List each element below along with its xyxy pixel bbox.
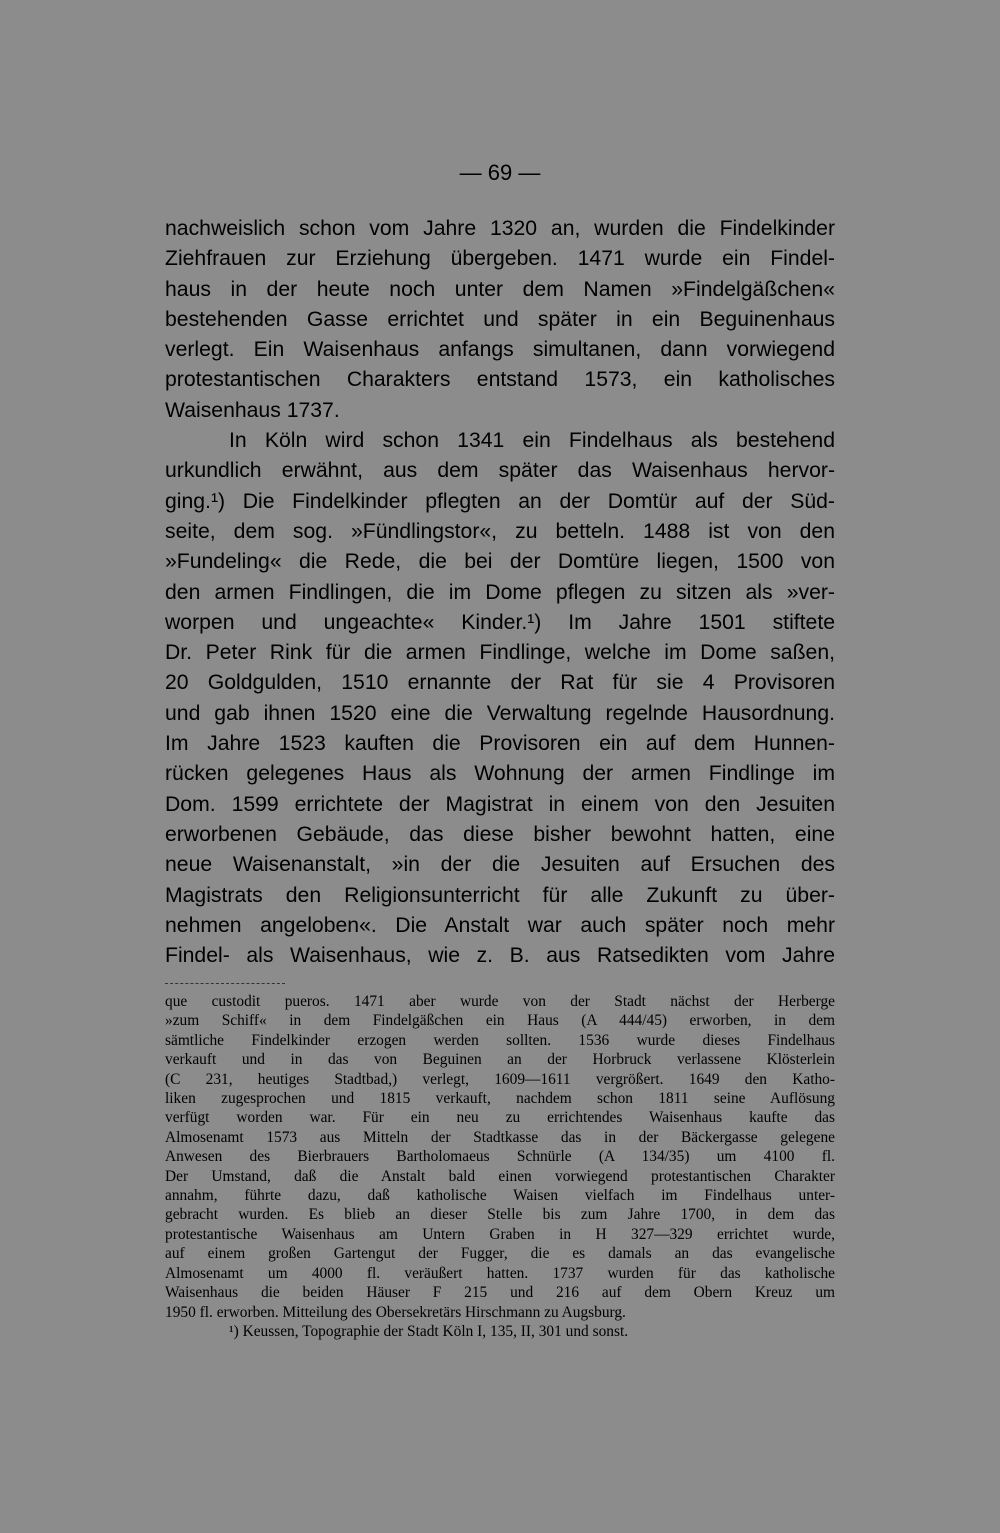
footnote-separator — [165, 983, 285, 984]
text-line: den armen Findlingen, die im Dome pflegen zu sitzen als »ver- — [165, 580, 835, 604]
footnote-line: verkauft und in das von Beguinen an der Horbruck verlassene Klösterlein — [165, 1051, 835, 1069]
footnote-line: protestantische Waisenhaus am Untern Graben in H 327—329 errichtet wurde, — [165, 1225, 835, 1243]
footnote-line: Der Umstand, daß die Anstalt bald einen vorwiegend protestantischen Charakter — [165, 1167, 835, 1185]
text-line: worpen und ungeachte« Kinder.¹) Im Jahre 1501 stiftete — [165, 610, 835, 634]
footnote-line: Almosenamt 1573 aus Mitteln der Stadtkasse das in der Bäckergasse gelegene — [165, 1128, 835, 1146]
text-line: ging.¹) Die Findelkinder pflegten an der Domtür auf der Süd- — [165, 489, 835, 513]
text-line: In Köln wird schon 1341 ein Findelhaus als bestehend — [229, 429, 835, 453]
footnote-line: (C 231, heutiges Stadtbad,) verlegt, 1609—1611 vergrößert. 1649 den Katho- — [165, 1070, 835, 1088]
text-line: Findel- als Waisenhaus, wie z. B. aus Ratsedikten vom Jahre — [165, 944, 835, 968]
text-line: »Fundeling« die Rede, die bei der Domtüre liegen, 1500 von — [165, 550, 835, 574]
footnote-line: sämtliche Findelkinder erzogen werden sollten. 1536 wurde dieses Findelhaus — [165, 1031, 835, 1049]
text-line: haus in der heute noch unter dem Namen »Findelgäßchen« — [165, 277, 835, 301]
footnote-line: 1950 fl. erworben. Mitteilung des Obersekretärs Hirschmann zu Augsburg. — [165, 1303, 626, 1321]
main-text — [165, 214, 835, 971]
footnote-line: ¹) Keussen, Topographie der Stadt Köln I, 135, II, 301 und sonst. — [229, 1322, 629, 1340]
footnote-line: liken zugesprochen und 1815 verkauft, nachdem schon 1811 seine Auflösung — [165, 1090, 835, 1108]
text-line: urkundlich erwähnt, aus dem später das Waisenhaus hervor- — [165, 459, 835, 483]
footnote-line: gebracht wurden. Es blieb an dieser Stelle bis zum Jahre 1700, in dem das — [165, 1206, 835, 1224]
text-line: und gab ihnen 1520 eine die Verwaltung regelnde Hausordnung. — [165, 701, 835, 725]
text-line: Magistrats den Religionsunterricht für alle Zukunft zu über- — [165, 883, 835, 907]
footnote-line: Anwesen des Bierbrauers Bartholomaeus Schnürle (A 134/35) um 4100 fl. — [165, 1148, 835, 1166]
footnote-line: que custodit pueros. 1471 aber wurde von der Stadt nächst der Herberge — [165, 993, 835, 1010]
footnote-line: »zum Schiff« in dem Findelgäßchen ein Haus (A 444/45) erworben, in dem — [165, 1012, 835, 1030]
page-number: — 69 — — [459, 160, 541, 185]
text-line: seite, dem sog. »Fündlingstor«, zu betteln. 1488 ist von den — [165, 519, 835, 543]
text-line: Dom. 1599 errichtete der Magistrat in einem von den Jesuiten — [165, 792, 835, 816]
footnote-line: verfügt worden war. Für ein neu zu errichtendes Waisenhaus kaufte das — [165, 1109, 835, 1127]
text-line: verlegt. Ein Waisenhaus anfangs simultanen, dann vorwiegend — [165, 338, 835, 362]
text-line: neue Waisenanstalt, »in der die Jesuiten auf Ersuchen des — [165, 853, 835, 877]
text-line: 20 Goldgulden, 1510 ernannte der Rat für sie 4 Provisoren — [165, 671, 835, 695]
text-line: erworbenen Gebäude, das diese bisher bewohnt hatten, eine — [165, 822, 835, 846]
text-line: Ziehfrauen zur Erziehung übergeben. 1471 wurde ein Findel- — [165, 247, 835, 271]
footnote-line: Waisenhaus die beiden Häuser F 215 und 216 auf dem Obern Kreuz um — [165, 1284, 835, 1302]
text-line: protestantischen Charakters entstand 1573, ein katholisches — [165, 368, 835, 392]
text-line: rücken gelegenes Haus als Wohnung der armen Findlinge im — [165, 762, 835, 786]
text-line: Im Jahre 1523 kauften die Provisoren ein auf dem Hunnen- — [165, 732, 835, 756]
text-line: bestehenden Gasse errichtet und später in ein Beguinenhaus — [165, 307, 835, 331]
text-line: nehmen angeloben«. Die Anstalt war auch später noch mehr — [165, 913, 835, 937]
text-line: Waisenhaus 1737. — [165, 398, 340, 422]
footnotes — [165, 992, 835, 1341]
footnote-line: annahm, führte dazu, daß katholische Waisen vielfach im Findelhaus unter- — [165, 1187, 835, 1205]
text-line: nachweislich schon vom Jahre 1320 an, wurden die Findelkinder — [165, 217, 835, 240]
footnote-line: auf einem großen Gartengut der Fugger, die es damals an das evangelische — [165, 1245, 835, 1263]
footnote-line: Almosenamt um 4000 fl. veräußert hatten. 1737 wurden für das katholische — [165, 1264, 835, 1282]
text-line: Dr. Peter Rink für die armen Findlinge, welche im Dome saßen, — [165, 641, 835, 665]
